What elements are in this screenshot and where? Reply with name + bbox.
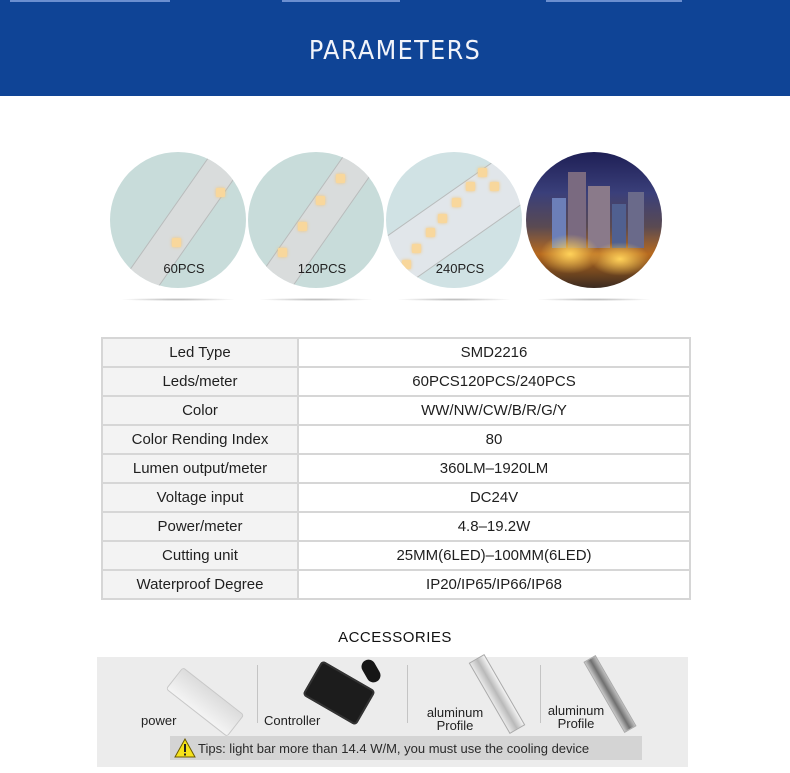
led-strip-120-image xyxy=(248,152,384,288)
city-night-scene xyxy=(526,152,662,302)
table-row xyxy=(102,454,690,483)
accessory-label: Controller xyxy=(264,713,321,728)
spec-key: Lumen output/meter xyxy=(102,454,298,483)
strip-option-label: 240PCS xyxy=(435,261,485,276)
city-night-image xyxy=(526,152,662,288)
table-row xyxy=(102,541,690,570)
spec-value: 4.8–19.2W xyxy=(298,512,690,541)
spec-value: WW/NW/CW/B/R/G/Y xyxy=(298,396,690,425)
spec-key: Waterproof Degree xyxy=(102,570,298,599)
strip-option-60 xyxy=(110,152,246,302)
table-row xyxy=(102,570,690,599)
strip-option-label: 120PCS xyxy=(297,261,347,276)
strip-option-120 xyxy=(248,152,384,302)
remote-icon xyxy=(359,657,383,685)
header-top-strip xyxy=(282,0,400,2)
cooling-tip xyxy=(170,736,642,760)
strip-density-gallery xyxy=(0,150,790,310)
spec-key: Cutting unit xyxy=(102,541,298,570)
label-line: aluminum xyxy=(426,705,484,720)
spec-key: Color Rending Index xyxy=(102,425,298,454)
spec-value: DC24V xyxy=(298,483,690,512)
strip-option-label: 60PCS xyxy=(163,261,205,276)
spec-key: Color xyxy=(102,396,298,425)
spec-value: 60PCS120PCS/240PCS xyxy=(298,367,690,396)
warning-icon xyxy=(174,738,196,758)
circle-shadow xyxy=(536,298,652,301)
spec-key: Power/meter xyxy=(102,512,298,541)
accessory-controller xyxy=(258,657,408,737)
table-row xyxy=(102,396,690,425)
page-title: PARAMETERS xyxy=(308,36,482,66)
led-strip-60-image xyxy=(110,152,246,288)
accessory-aluminum-profile xyxy=(408,657,540,737)
spec-value: 25MM(6LED)–100MM(6LED) xyxy=(298,541,690,570)
accessory-power xyxy=(97,657,257,737)
label-line: Profile xyxy=(557,716,595,731)
table-row xyxy=(102,512,690,541)
spec-key: Leds/meter xyxy=(102,367,298,396)
strip-option-240 xyxy=(386,152,522,302)
accessory-label xyxy=(420,706,490,732)
accessories-title: ACCESSORIES xyxy=(338,629,452,646)
table-row xyxy=(102,483,690,512)
tip-text: Tips: light bar more than 14.4 W/M, you must use the cooling device xyxy=(198,740,590,756)
power-supply-image xyxy=(166,667,245,737)
parameters-table xyxy=(101,337,691,600)
accessory-label: power xyxy=(141,713,177,728)
spec-value: IP20/IP65/IP66/IP68 xyxy=(298,570,690,599)
spec-value: SMD2216 xyxy=(298,338,690,367)
spec-value: 360LM–1920LM xyxy=(298,454,690,483)
circle-shadow xyxy=(396,298,512,301)
spec-key: Voltage input xyxy=(102,483,298,512)
spec-value: 80 xyxy=(298,425,690,454)
header-top-strip xyxy=(546,0,682,2)
table-row xyxy=(102,425,690,454)
table-row xyxy=(102,367,690,396)
accessory-label xyxy=(541,704,611,730)
header-banner xyxy=(0,0,790,96)
circle-shadow xyxy=(120,298,236,301)
led-strip-240-image xyxy=(386,152,522,288)
label-line: Profile xyxy=(436,718,474,733)
spec-key: Led Type xyxy=(102,338,298,367)
accessory-aluminum-profile xyxy=(541,657,688,737)
label-line: aluminum xyxy=(547,703,605,718)
table-row xyxy=(102,338,690,367)
circle-shadow xyxy=(258,298,374,301)
header-top-strip xyxy=(10,0,170,2)
